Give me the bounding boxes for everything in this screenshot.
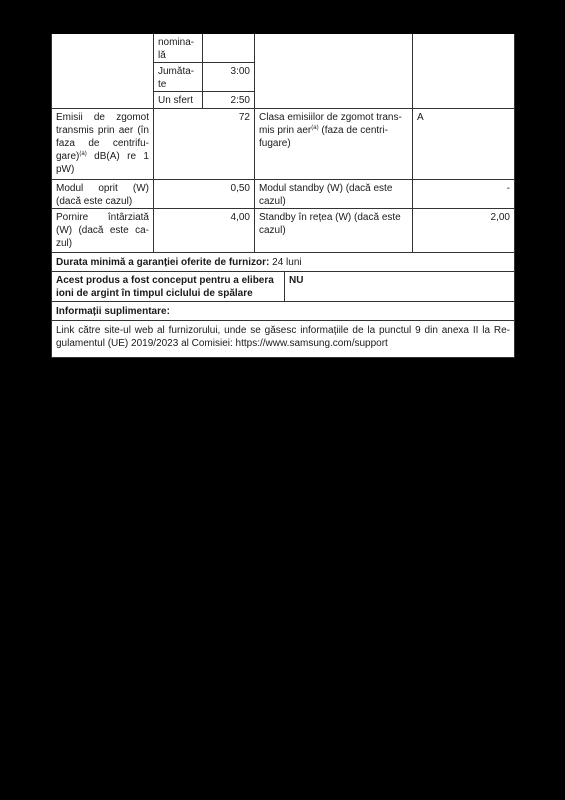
off-mode-label: Modul oprit (W) (dacă este cazul) xyxy=(51,179,154,209)
program-half-value: 3:00 xyxy=(202,62,255,92)
program-half-label: Jumăta-te xyxy=(153,62,203,92)
standby-mode-value: - xyxy=(412,179,515,209)
warranty-row xyxy=(51,252,515,272)
warranty-value: 24 luni xyxy=(272,257,302,268)
delay-start-label: Pornire întârziată (W) (dacă este ca-zul) xyxy=(51,208,154,253)
silver-ions-label: Acest produs a fost conceput pentru a elibera ioni de argint în timpul ciclului de spălare xyxy=(51,271,285,302)
additional-info-heading: Informații suplimentare: xyxy=(51,301,515,321)
program-quarter-value: 2:50 xyxy=(202,91,255,109)
network-standby-value: 2,00 xyxy=(412,208,515,253)
off-mode-value: 0,50 xyxy=(153,179,255,209)
noise-emission-value: 72 xyxy=(153,108,255,180)
standby-mode-label: Modul standby (W) (dacă este cazul) xyxy=(254,179,413,209)
additional-info-text: Link către site-ul web al furnizorului, unde se găsesc informațiile de la punctul 9 din anexa II la Re-gulamentul (UE) 2019/2023 al Comisiei: https://www.samsung.com/support xyxy=(51,320,515,358)
silver-ions-value: NU xyxy=(284,271,515,302)
warranty-label: Durata minimă a garanției oferite de furnizor: xyxy=(56,257,270,268)
noise-class-label: Clasa emisiilor de zgomot trans-mis prin aer$^{(a)}$ (faza de centri-fugare) xyxy=(254,108,413,180)
delay-start-value: 4,00 xyxy=(153,208,255,253)
network-standby-label: Standby în rețea (W) (dacă este cazul) xyxy=(254,208,413,253)
program-quarter-label: Un sfert xyxy=(153,91,203,109)
program-nominal-value xyxy=(202,34,255,63)
noise-class-value: A xyxy=(412,108,515,180)
continued-empty-right xyxy=(412,34,515,109)
continued-empty-left xyxy=(51,34,154,109)
noise-emission-label: Emisii de zgomot transmis prin aer (în faza de centrifu-gare)$^{(a)}$ dB(A) re 1 pW) xyxy=(51,108,154,180)
document-page xyxy=(51,34,515,358)
program-nominal-label: nomina-lă xyxy=(153,34,203,63)
continued-empty-mid xyxy=(254,34,413,109)
